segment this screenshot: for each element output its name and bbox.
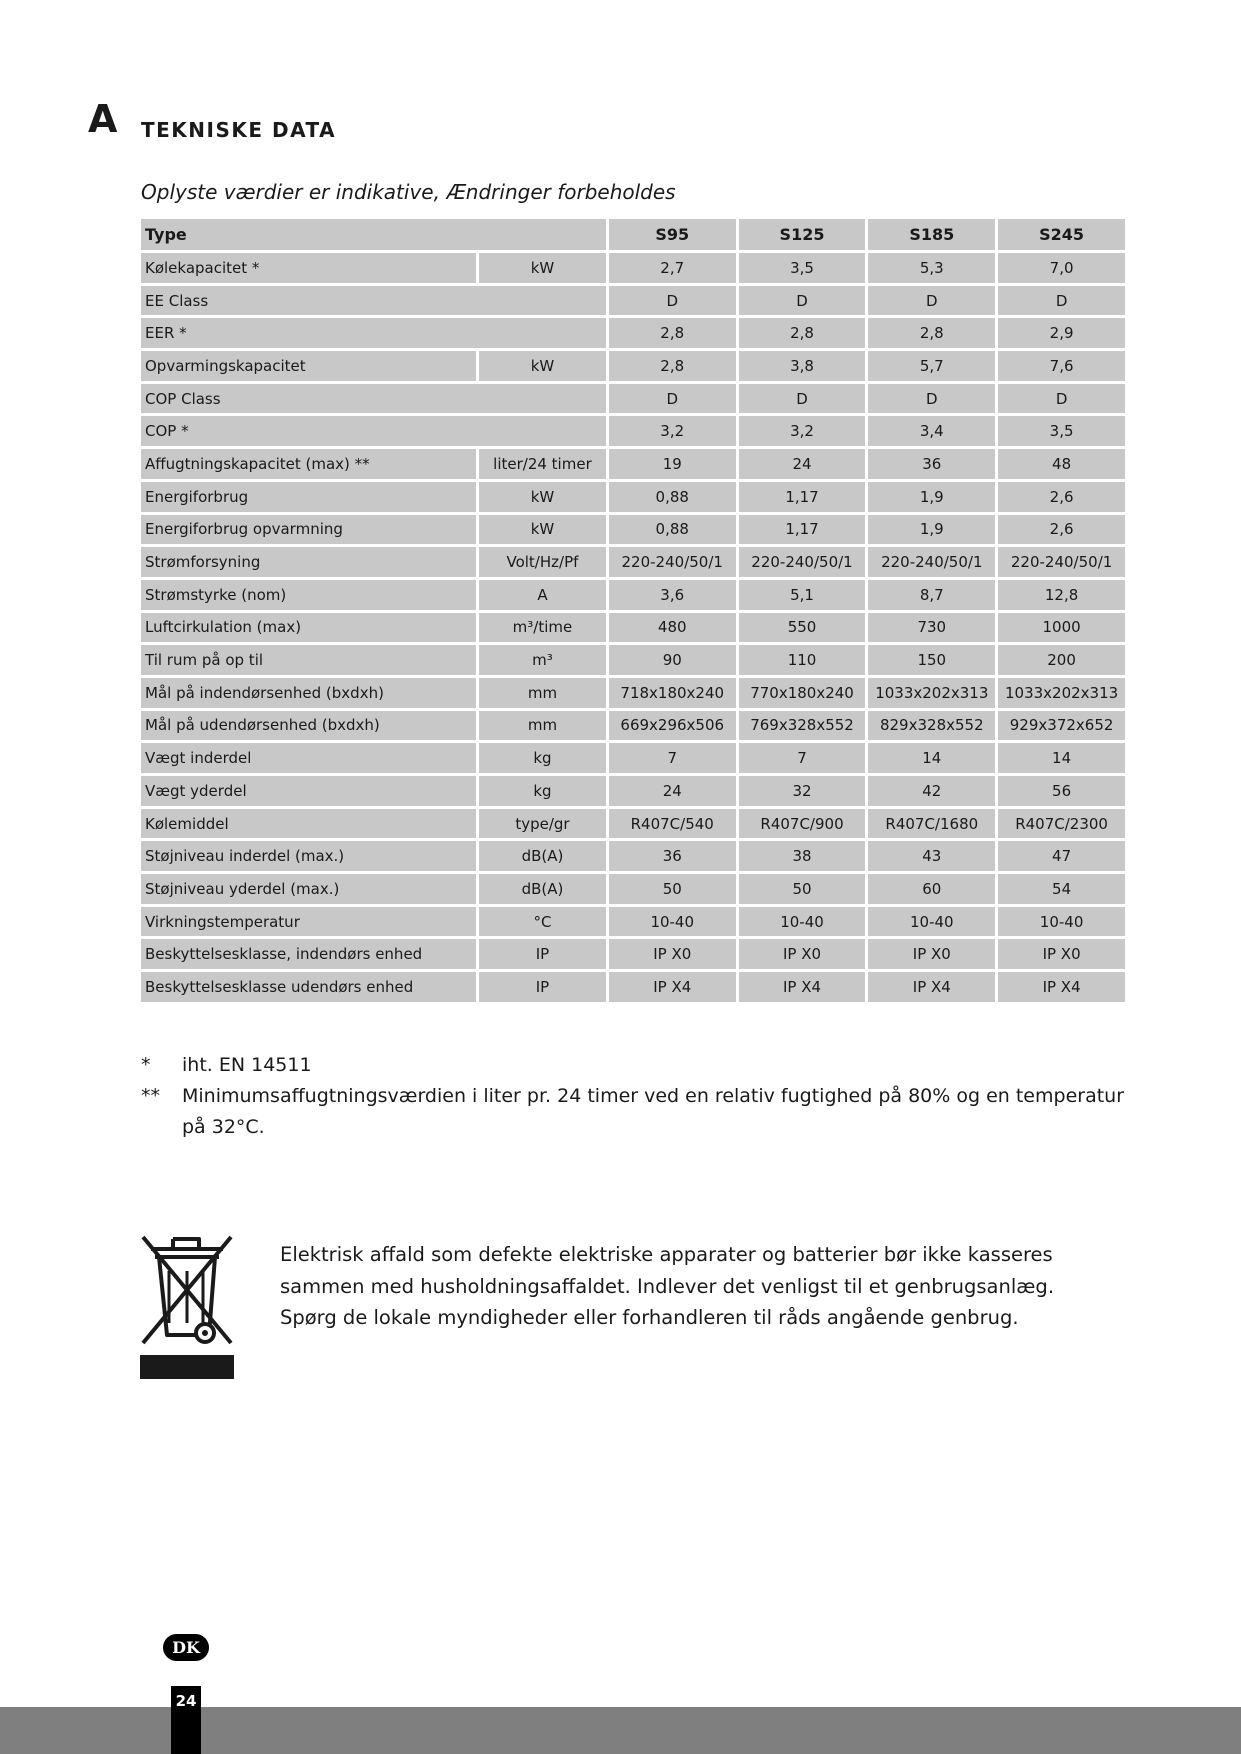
row-label: Til rum på op til [141,645,476,675]
row-value: 38 [739,841,866,871]
row-value: IP X0 [998,939,1125,969]
row-value: R407C/900 [739,809,866,839]
table-row [141,416,1125,446]
row-label: Kølekapacitet * [141,253,476,283]
row-unit: type/gr [479,809,606,839]
row-value: 32 [739,776,866,806]
row-value: 929x372x652 [998,711,1125,741]
row-value: 8,7 [868,580,995,610]
row-value: IP X0 [609,939,736,969]
row-value: D [739,286,866,316]
row-value: 5,7 [868,351,995,381]
table-row [141,907,1125,937]
row-label: EER * [141,318,606,348]
row-value: 0,88 [609,482,736,512]
table-row [141,939,1125,969]
row-unit: m³/time [479,613,606,643]
disposal-line: Elektrisk affald som defekte elektriske apparater og batterier bør ikke kasseres [280,1243,1053,1266]
row-value: 1,9 [868,482,995,512]
row-unit: IP [479,972,606,1002]
row-value: 2,8 [609,318,736,348]
row-value: 1033x202x313 [868,678,995,708]
row-value: 50 [739,874,866,904]
table-row [141,645,1125,675]
footnote [141,1050,1131,1081]
model-header: S185 [868,219,995,250]
row-value: 1000 [998,613,1125,643]
row-value: IP X4 [739,972,866,1002]
row-value: 2,6 [998,482,1125,512]
row-value: 12,8 [998,580,1125,610]
row-value: 3,5 [739,253,866,283]
footnote-text: iht. EN 14511 [182,1054,312,1076]
row-value: R407C/2300 [998,809,1125,839]
table-header-row [141,219,1125,250]
table-row [141,351,1125,381]
row-value: IP X4 [868,972,995,1002]
row-value: 24 [739,449,866,479]
row-value: 50 [609,874,736,904]
row-value: 7,6 [998,351,1125,381]
row-label: Støjniveau inderdel (max.) [141,841,476,871]
model-header: S95 [609,219,736,250]
row-value: IP X4 [998,972,1125,1002]
row-unit: Volt/Hz/Pf [479,547,606,577]
type-header: Type [141,219,606,250]
row-label: Virkningstemperatur [141,907,476,937]
country-badge: DK [163,1634,209,1661]
row-value: 2,8 [868,318,995,348]
row-value: 200 [998,645,1125,675]
row-value: IP X0 [868,939,995,969]
model-header: S245 [998,219,1125,250]
row-value: 19 [609,449,736,479]
row-unit: mm [479,711,606,741]
row-label: Energiforbrug [141,482,476,512]
row-value: 24 [609,776,736,806]
row-value: 220-240/50/1 [739,547,866,577]
row-label: Luftcirkulation (max) [141,613,476,643]
row-label: Vægt inderdel [141,743,476,773]
footnote [141,1081,1131,1143]
row-value: 10-40 [998,907,1125,937]
table-row [141,547,1125,577]
row-unit: dB(A) [479,874,606,904]
row-value: 3,2 [739,416,866,446]
row-label: Støjniveau yderdel (max.) [141,874,476,904]
row-label: Mål på indendørsenhed (bxdxh) [141,678,476,708]
row-value: 7,0 [998,253,1125,283]
row-value: D [868,286,995,316]
row-unit: liter/24 timer [479,449,606,479]
row-value: 1,17 [739,515,866,545]
row-label: Strømstyrke (nom) [141,580,476,610]
row-label: COP * [141,416,606,446]
table-row [141,678,1125,708]
row-unit: kg [479,743,606,773]
table-row [141,874,1125,904]
row-label: Kølemiddel [141,809,476,839]
footnotes [141,1050,1131,1143]
row-value: 730 [868,613,995,643]
row-value: 550 [739,613,866,643]
footnote-mark: * [141,1054,151,1076]
row-value: 5,3 [868,253,995,283]
row-value: 42 [868,776,995,806]
table-row [141,253,1125,283]
row-value: D [868,384,995,414]
table-body [141,253,1125,1002]
row-value: 1033x202x313 [998,678,1125,708]
row-value: 43 [868,841,995,871]
crossed-out-wheelie-bin-icon [139,1231,235,1385]
row-value: 3,6 [609,580,736,610]
row-value: 718x180x240 [609,678,736,708]
section-letter: A [88,97,118,141]
table-row [141,318,1125,348]
row-value: 10-40 [609,907,736,937]
table-row [141,286,1125,316]
row-value: D [998,384,1125,414]
row-value: 47 [998,841,1125,871]
row-label: EE Class [141,286,606,316]
row-value: 480 [609,613,736,643]
row-value: 10-40 [739,907,866,937]
table-row [141,515,1125,545]
row-label: Energiforbrug opvarmning [141,515,476,545]
row-label: Beskyttelsesklasse, indendørs enhed [141,939,476,969]
table-row [141,711,1125,741]
row-value: 220-240/50/1 [998,547,1125,577]
row-value: 5,1 [739,580,866,610]
row-value: R407C/1680 [868,809,995,839]
row-value: 2,6 [998,515,1125,545]
row-value: D [739,384,866,414]
row-value: 56 [998,776,1125,806]
model-header: S125 [739,219,866,250]
row-value: 220-240/50/1 [609,547,736,577]
row-value: 14 [998,743,1125,773]
row-unit: A [479,580,606,610]
row-label: Beskyttelsesklasse udendørs enhed [141,972,476,1002]
row-label: COP Class [141,384,606,414]
row-value: 10-40 [868,907,995,937]
row-unit: kW [479,253,606,283]
row-value: IP X0 [739,939,866,969]
row-value: IP X4 [609,972,736,1002]
footnote-mark: ** [141,1085,160,1107]
row-label: Affugtningskapacitet (max) ** [141,449,476,479]
table-row [141,384,1125,414]
disposal-line: sammen med husholdningsaffaldet. Indlever det venligst til et genbrugsanlæg. [280,1274,1055,1298]
row-value: 60 [868,874,995,904]
row-label: Strømforsyning [141,547,476,577]
table-row [141,809,1125,839]
table-row [141,580,1125,610]
row-value: 769x328x552 [739,711,866,741]
row-value: 14 [868,743,995,773]
row-value: 3,4 [868,416,995,446]
row-label: Vægt yderdel [141,776,476,806]
row-value: 829x328x552 [868,711,995,741]
row-unit: °C [479,907,606,937]
table-row [141,776,1125,806]
row-value: 770x180x240 [739,678,866,708]
row-value: 7 [609,743,736,773]
row-value: 90 [609,645,736,675]
table-row [141,482,1125,512]
row-value: 150 [868,645,995,675]
disclaimer-subtitle: Oplyste værdier er indikative, Ændringer forbeholdes [141,180,676,204]
row-value: 36 [868,449,995,479]
row-value: 220-240/50/1 [868,547,995,577]
section-title: TEKNISKE DATA [141,118,337,142]
table-row [141,449,1125,479]
table-row [141,613,1125,643]
row-unit: mm [479,678,606,708]
row-unit: kW [479,482,606,512]
disposal-line: Spørg de lokale myndigheder eller forhandleren til råds angående genbrug. [280,1306,1019,1329]
row-value: 54 [998,874,1125,904]
row-unit: dB(A) [479,841,606,871]
row-value: D [998,286,1125,316]
page-number: 24 [171,1686,201,1754]
row-label: Mål på udendørsenhed (bxdxh) [141,711,476,741]
row-value: 2,8 [739,318,866,348]
row-value: 1,17 [739,482,866,512]
row-value: 1,9 [868,515,995,545]
row-value: 110 [739,645,866,675]
table-row [141,972,1125,1002]
row-unit: IP [479,939,606,969]
row-value: 669x296x506 [609,711,736,741]
disposal-notice [280,1239,1140,1334]
row-value: 7 [739,743,866,773]
row-value: 36 [609,841,736,871]
row-value: 0,88 [609,515,736,545]
row-value: 3,5 [998,416,1125,446]
row-value: D [609,286,736,316]
row-value: 2,9 [998,318,1125,348]
row-unit: kg [479,776,606,806]
row-value: D [609,384,736,414]
row-unit: m³ [479,645,606,675]
row-value: 48 [998,449,1125,479]
row-value: R407C/540 [609,809,736,839]
table-row [141,841,1125,871]
row-label: Opvarmingskapacitet [141,351,476,381]
footnote-text: Minimumsaffugtningsværdien i liter pr. 24 timer ved en relativ fugtighed på 80% og en temperatur på 32°C. [182,1085,1125,1138]
row-value: 2,7 [609,253,736,283]
technical-data-table [138,216,1128,1005]
row-value: 3,2 [609,416,736,446]
row-unit: kW [479,515,606,545]
table-row [141,743,1125,773]
row-value: 2,8 [609,351,736,381]
row-value: 3,8 [739,351,866,381]
row-unit: kW [479,351,606,381]
